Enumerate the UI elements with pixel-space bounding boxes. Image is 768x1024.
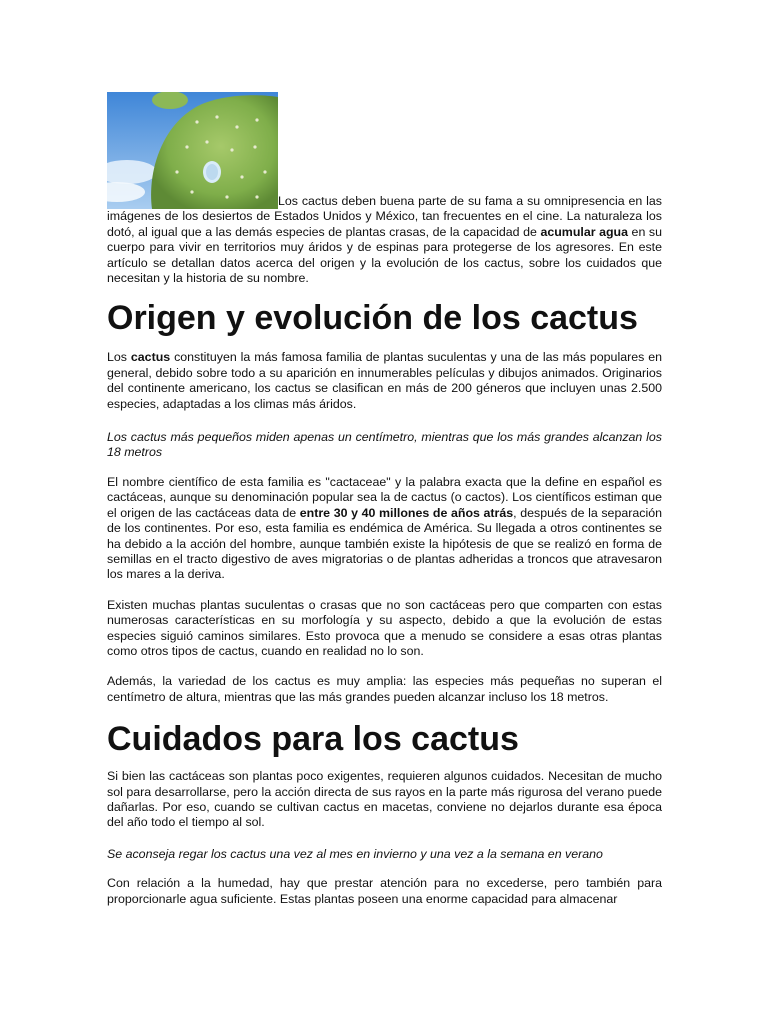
- intro-block: [107, 92, 662, 286]
- intro-text-start: las imágenes de los desiertos de Estados Unidos y México, tan frecuentes en el cine. La naturaleza los dotó, al igual que a las demás especies de plantas crasas, de la capacidad de: [107, 194, 662, 239]
- origin-paragraph-2: [107, 475, 662, 583]
- section-heading-care: Cuidados para los cactus: [107, 720, 519, 759]
- intro-bold-phrase: acumular agua: [540, 224, 629, 239]
- origin-p1-bold: cactus: [130, 350, 171, 365]
- care-highlight-quote: Se aconseja regar los cactus una vez al mes en invierno y una vez a la semana en verano: [107, 846, 603, 861]
- cactus-photo-illustration: [107, 92, 278, 209]
- origin-paragraph-1: [107, 350, 662, 412]
- origin-p2-bold: entre 30 y 40 millones de años atrás: [299, 505, 514, 520]
- intro-text-end: en su cuerpo para vivir en territorios muy áridos y de espinas para protegerse de los agresores. En este artículo se detallan datos acerca del origen y la evolución de los cactus, sobre los cuidados que necesitan y la historia de su nombre.: [107, 224, 662, 286]
- origin-p2-end: , después de la separación de los continentes. Por eso, esta familia es endémica de América. Su llegada a otros continentes se ha debido a la acción del hombre, aunque también existe la hipótesis de que se realizó en forma de semillas en el tracto digestivo de aves migratorias o de plantas adheridas a troncos que atravesaron los mares a la deriva.: [107, 505, 662, 582]
- origin-highlight-quote: Los cactus más pequeños miden apenas un centímetro, mientras que los más grandes alcanzan los 18 metros: [107, 430, 662, 460]
- document-page: [107, 92, 662, 907]
- origin-p2-start: El nombre científico de esta familia es "cactaceae" y la palabra exacta que la define en español es cactáceas, aunque su denominación popular sea la de cactus (o cactos). Los científicos estiman que el origen de las cactáceas data de: [107, 474, 662, 520]
- intro-first-line: Los cactus deben buena parte de su fama a su omnipresencia en: [278, 194, 643, 208]
- origin-p1-end: constituyen la más famosa familia de plantas suculentas y una de las más populares en general, debido sobre todo a su aparición en innumerables películas y dibujos animados. Originarios del continente americano, los cactus se clasifican en más de 200 géneros que incluyen unas 2.500 especies, adaptadas a los climas más áridos.: [107, 350, 662, 411]
- origin-paragraph-4: Además, la variedad de los cactus es muy amplia: las especies más pequeñas no superan el centímetro de altura, mientras que las más grandes pueden alcanzar incluso los 18 metros.: [107, 674, 662, 704]
- origin-paragraph-3: Existen muchas plantas suculentas o crasas que no son cactáceas pero que comparten con estas numerosas características en su morfología y su aspecto, debido a que la evolución de estas especies siguió caminos similares. Esto provoca que a menudo se considere a esas otras plantas como otros tipos de cactus, cuando en realidad no lo son.: [107, 597, 662, 658]
- origin-p1-start: Los: [107, 350, 131, 365]
- section-heading-origin: Origen y evolución de los cactus: [107, 299, 638, 338]
- cactus-photo: [107, 92, 278, 209]
- care-paragraph-1: Si bien las cactáceas son plantas poco exigentes, requieren algunos cuidados. Necesitan de mucho sol para desarrollarse, pero la acción directa de sus rayos en la parte más rigurosa del verano puede dañarlas. Por eso, cuando se cultivan cactus en macetas, conviene no dejarlos durante esa época del año todo el tiempo al sol.: [107, 769, 662, 830]
- care-paragraph-2: Con relación a la humedad, hay que prestar atención para no excederse, pero también para proporcionarle agua suficiente. Estas plantas poseen una enorme capacidad para almacenar: [107, 876, 662, 906]
